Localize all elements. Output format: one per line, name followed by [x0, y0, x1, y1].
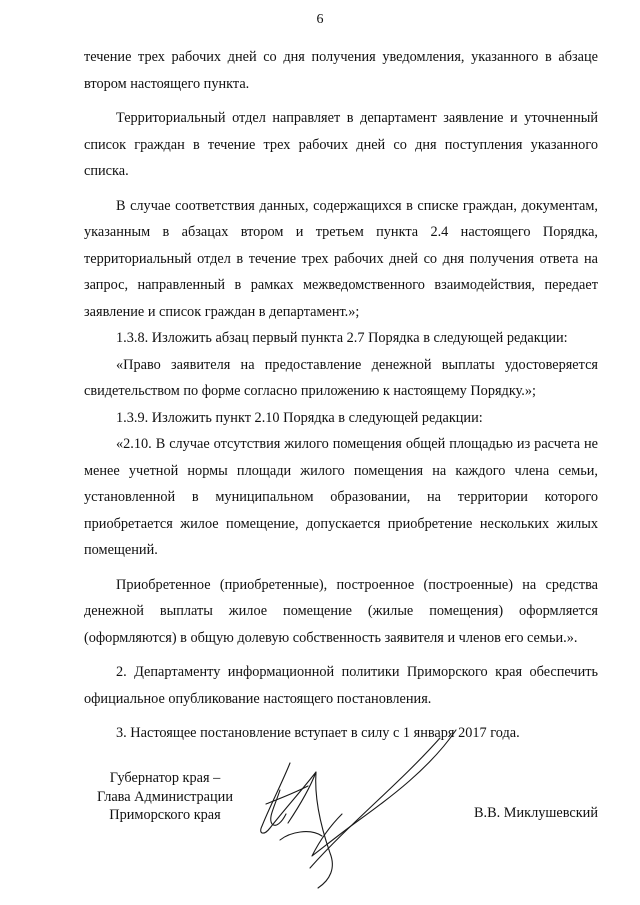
signatory-title-line: Глава Администрации — [97, 788, 233, 805]
paragraph-item-3: 3. Настоящее постановление вступает в силу с 1 января 2017 года. — [116, 725, 520, 741]
paragraph-continuation: течение трех рабочих дней со дня получения уведомления, указанного в абзаце втором настоящего пункта. — [84, 49, 598, 92]
document-body — [84, 44, 598, 747]
signatory-name: В.В. Миклушевский — [473, 805, 598, 821]
paragraph-quote-2-10: «2.10. В случае отсутствия жилого помещения общей площадью из расчета не менее учетной нормы площади жилого помещения на каждого члена семьи, установленной в муниципальном образовании, на территории которого приобретается жилое помещение, допускается приобретение нескольких жилых помещений. — [84, 436, 598, 558]
page-number: 6 — [316, 12, 324, 27]
handwritten-signature — [250, 728, 470, 893]
paragraph-territorial-department: Территориальный отдел направляет в департамент заявление и уточненный список граждан в течение трех рабочих дней со дня поступления указанного списка. — [84, 110, 598, 179]
paragraph-quote-2-7: «Право заявителя на предоставление денежной выплаты удостоверяется свидетельством по форме согласно приложению к настоящему Порядку.»; — [84, 356, 598, 399]
paragraph-data-match: В случае соответствия данных, содержащихся в списке граждан, документам, указанным в абзацах втором и третьем пункта 2.4 настоящего Порядка, территориальный отдел в течение трех рабочих дней со дня получения ответа на запрос, направленный в рамках межведомственного взаимодействия, передает заявление и список граждан в департамент.»; — [84, 197, 598, 320]
signatory-title-line: Губернатор края – — [109, 770, 221, 786]
paragraph-acquired-housing: Приобретенное (приобретенные), построенное (построенные) на средства денежной выплаты жилое помещение (жилые помещения) оформляется (оформляются) в общую долевую собственность заявителя и членов его семьи.». — [84, 576, 598, 646]
paragraph-item-2: 2. Департаменту информационной политики Приморского края обеспечить официальное опубликование настоящего постановления. — [84, 664, 598, 707]
paragraph-item-1-3-8: 1.3.8. Изложить абзац первый пункта 2.7 Порядка в следующей редакции: — [116, 330, 568, 346]
signatory-title-line: Приморского края — [109, 807, 221, 823]
paragraph-item-1-3-9: 1.3.9. Изложить пункт 2.10 Порядка в следующей редакции: — [116, 409, 483, 426]
signatory-title — [80, 769, 250, 825]
